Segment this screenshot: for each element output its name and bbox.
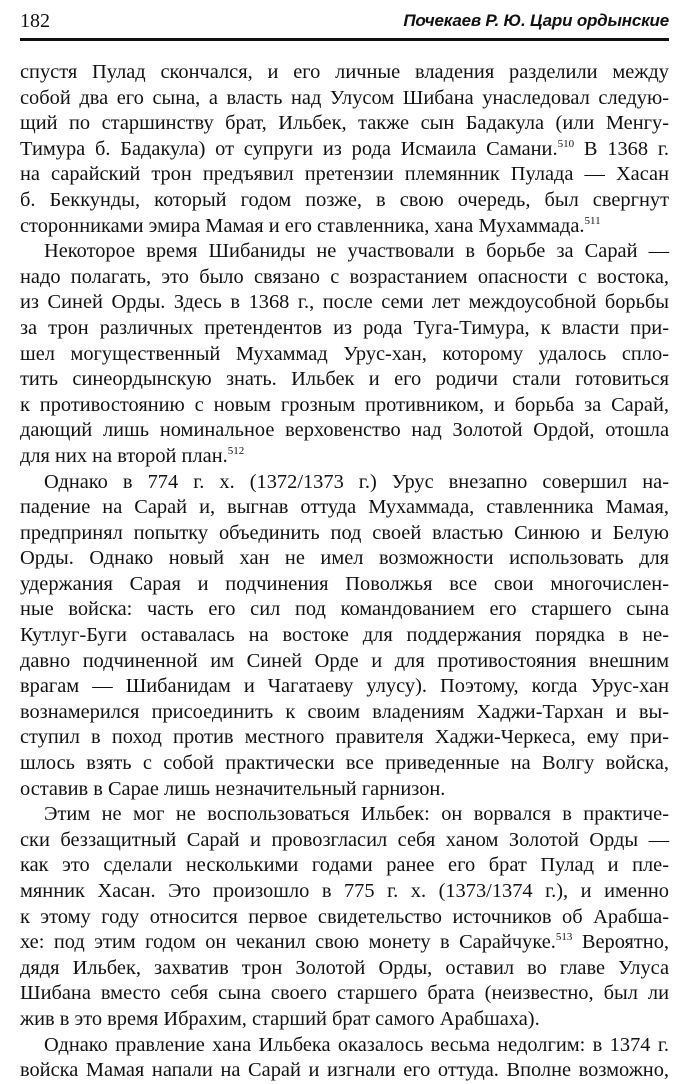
text-line <box>20 239 669 265</box>
header-rule <box>20 38 669 41</box>
line-text: Однако в 774 г. х. (1372/1373 г.) Урус внезапно совершил на- <box>44 470 669 493</box>
line-text: давно подчиненной им Синей Орде и для противостояния внешним <box>20 649 669 672</box>
text-line <box>20 905 669 931</box>
line-text: Орды. Однако новый хан не имел возможности использовать для <box>20 547 669 570</box>
text-line <box>20 342 669 368</box>
text-line <box>20 956 669 982</box>
text-line <box>20 802 669 828</box>
text-line <box>20 367 669 393</box>
footnote-ref[interactable]: 513 <box>555 931 573 944</box>
line-text: Однако правление хана Ильбека оказалось весьма недолгим: в 1374 г. <box>44 1033 669 1056</box>
line-text: падение на Сарай и, выгнав оттуда Мухаммада, ставленника Мамая, <box>20 496 669 519</box>
line-text: дающий лишь номинальное верховенство над Золотой Ордой, отошла <box>20 419 669 442</box>
paragraph <box>20 470 669 803</box>
text-line <box>20 265 669 291</box>
text-line <box>20 879 669 905</box>
line-text: ные войска: часть его сил под командованием его старшего сына <box>20 598 669 621</box>
text-line <box>20 60 669 86</box>
line-text: врагам — Шибанидам и Чагатаеву улусу). Поэтому, когда Урус-хан <box>20 675 669 698</box>
text-line <box>20 290 669 316</box>
text-line <box>20 853 669 879</box>
line-text: жив в это время Ибрахим, старший брат самого Арабшаха). <box>20 1007 540 1030</box>
footnote-ref[interactable]: 510 <box>557 137 575 150</box>
body-text <box>20 60 669 1084</box>
line-text: Кутлуг-Буги оставалась на востоке для поддержания порядка в не- <box>20 624 669 647</box>
text-line <box>20 623 669 649</box>
text-line <box>20 674 669 700</box>
line-text: тить синеордынскую знать. Ильбек и его родичи стали готовиться <box>20 368 669 391</box>
text-line <box>20 111 669 137</box>
line-text: ступил в поход против местного правителя Хаджи-Черкеса, ему при- <box>20 726 669 749</box>
line-text: Тимура б. Бадакула) от супруги из рода Исмаила Самани. <box>20 137 558 160</box>
line-text: на сарайский трон предъявил претензии племянник Пулада — Хасан <box>20 163 669 186</box>
text-line <box>20 649 669 675</box>
text-line <box>20 546 669 572</box>
line-text: надо полагать, это было связано с возрастанием опасности с востока, <box>20 265 669 288</box>
text-line <box>20 162 669 188</box>
footnote-ref[interactable]: 511 <box>584 214 601 227</box>
line-text: войска Мамая напали на Сарай и изгнали его оттуда. Вполне возможно, <box>20 1059 669 1082</box>
text-line <box>20 86 669 112</box>
page-header <box>20 0 669 34</box>
text-line <box>20 470 669 496</box>
text-line <box>20 930 669 956</box>
line-text: удержания Сарая и подчинения Поволжья все свои многочислен- <box>20 572 669 595</box>
line-text: шел могущественный Мухаммад Урус-хан, которому удалось спло- <box>20 342 669 365</box>
text-line <box>20 444 669 470</box>
line-text: вознамерился присоединить к своим владениям Хаджи-Тархан и вы- <box>20 700 669 723</box>
line-text: сторонниками эмира Мамая и его ставленника, хана Мухаммада. <box>20 214 585 237</box>
text-line <box>20 214 669 240</box>
text-line <box>20 137 669 163</box>
text-line <box>20 700 669 726</box>
line-text: за трон различных претендентов из рода Туга-Тимура, к власти при- <box>20 316 669 339</box>
text-line <box>20 751 669 777</box>
line-text: Шибана вместо себя сына своего старшего брата (неизвестно, был ли <box>20 982 669 1005</box>
line-text: мянник Хасан. Это произошло в 775 г. х. (1373/1374 г.), и именно <box>20 880 669 902</box>
line-text: хе: под этим годом он чеканил свою монету в Сарайчуке. <box>20 931 556 954</box>
line-text: Этим не мог не воспользоваться Ильбек: он ворвался в практиче- <box>44 803 669 826</box>
footnote-ref[interactable]: 512 <box>227 444 245 457</box>
line-text: предпринял попытку объединить под своей властью Синюю и Белую <box>20 521 669 544</box>
line-text: к этому году относится первое свидетельство источников об Арабша- <box>20 905 669 928</box>
line-text: из Синей Орды. Здесь в 1368 г., после семи лет междоусобной борьбы <box>20 291 669 314</box>
text-line <box>20 316 669 342</box>
line-text: б. Беккунды, который годом позже, в свою очередь, был свергнут <box>20 188 669 211</box>
line-text: собой два его сына, а власть над Улусом Шибана унаследовал следую- <box>20 86 669 109</box>
running-head: Почекаев Р. Ю. Цари ордынские <box>403 11 669 30</box>
line-text: ски беззащитный Сарай и провозгласил себя ханом Золотой Орды — <box>20 828 669 851</box>
page-number: 182 <box>20 10 50 32</box>
paragraph <box>20 239 669 469</box>
paragraph <box>20 802 669 1032</box>
line-text: Некоторое время Шибаниды не участвовали в борьбе за Сарай — <box>44 240 669 263</box>
text-line <box>20 495 669 521</box>
text-line <box>20 393 669 419</box>
text-line <box>20 597 669 623</box>
line-text: для них на второй план. <box>20 444 228 467</box>
text-line <box>20 1007 669 1033</box>
text-line <box>20 188 669 214</box>
line-text-after: В 1368 г. <box>574 137 669 160</box>
text-line <box>20 725 669 751</box>
text-line <box>20 981 669 1007</box>
line-text: дядя Ильбек, захватив трон Золотой Орды, оставил во главе Улуса <box>20 956 669 979</box>
line-text: как это сделали несколькими годами ранее его брат Пулад и пле- <box>20 854 669 877</box>
text-line <box>20 777 669 803</box>
line-text: оставив в Сарае лишь незначительный гарнизон. <box>20 777 446 800</box>
paragraph <box>20 60 669 239</box>
line-text: спустя Пулад скончался, и его личные владения разделили между <box>20 61 669 83</box>
line-text: щий по старшинству брат, Ильбек, также сын Бадакула (или Менгу- <box>20 112 669 135</box>
text-line <box>20 418 669 444</box>
text-line <box>20 521 669 547</box>
line-text-after: Вероятно, <box>572 931 670 954</box>
text-line <box>20 1033 669 1059</box>
line-text: шлось взять с собой практически все приведенные на Волгу войска, <box>20 752 669 775</box>
text-line <box>20 572 669 598</box>
text-line <box>20 828 669 854</box>
paragraph <box>20 1033 669 1084</box>
line-text: к противостоянию с новым грозным противником, и борьба за Сарай, <box>20 393 669 416</box>
